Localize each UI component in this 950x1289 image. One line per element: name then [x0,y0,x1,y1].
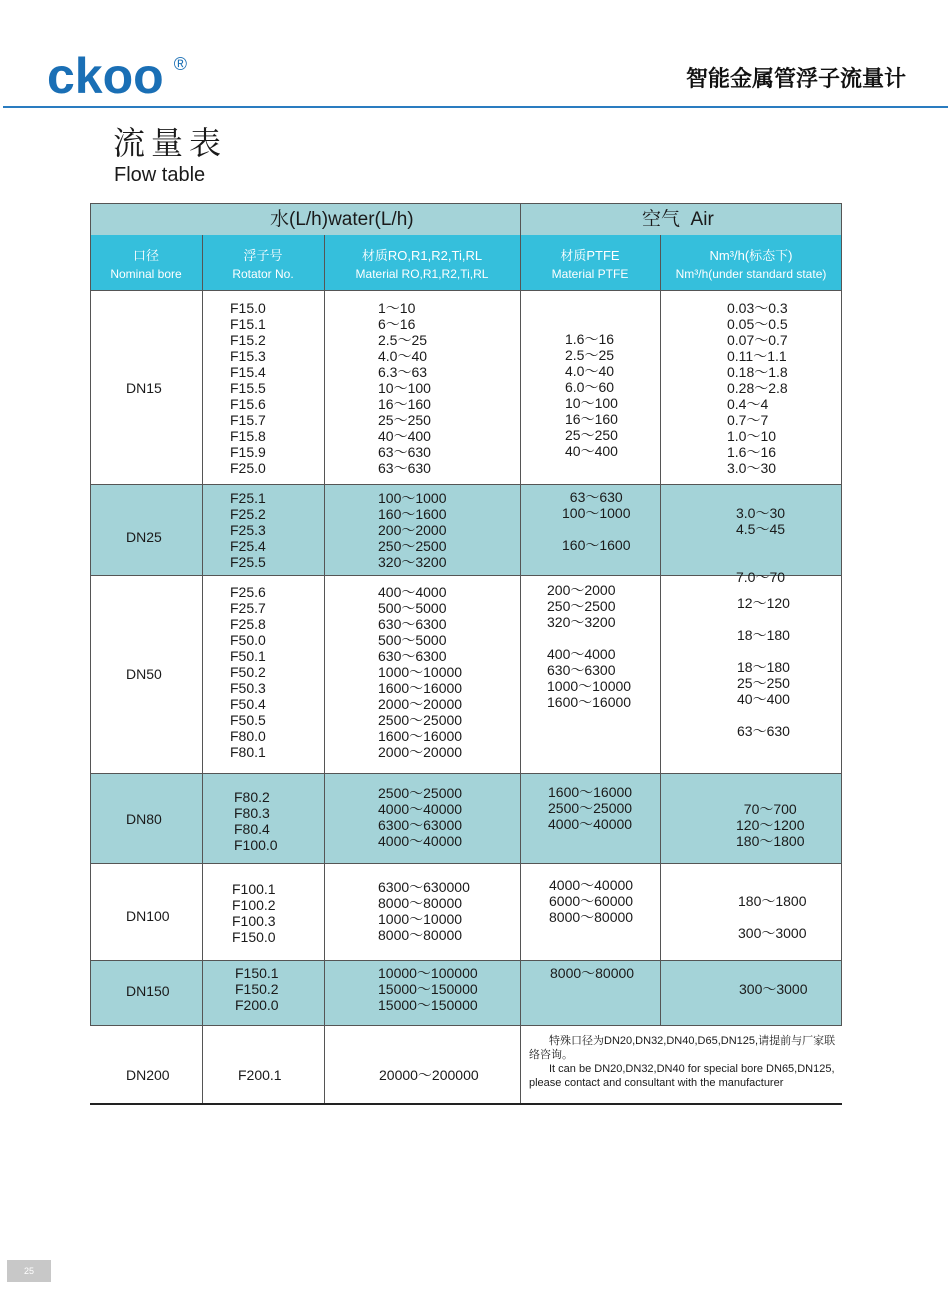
group-air: 空气 Air [642,209,714,230]
col-divider [520,203,521,1103]
col-en: Material PTFE [551,267,629,281]
col-cn: 材质RO,R1,R2,Ti,RL [361,248,483,263]
col-en: Nominal bore [110,267,182,281]
col-header-ptfe [520,247,660,283]
ptfe-range-list: 200～2000 250～2500 320～3200 400～4000 630～6300 1000～10000 1600～16000 [547,582,632,710]
note-cn: 特殊口径为DN20,DN32,DN40,D65,DN125,请提前与厂家联络咨询。 [529,1035,836,1061]
water-range-list: 1～10 6～16 2.5～25 4.0～40 6.3～63 10～100 16～160 25～250 40～400 63～630 63～630 [378,300,431,476]
rotor-list: F100.1 F100.2 F100.3 F150.0 [232,881,276,945]
rotor-list: F25.1 F25.2 F25.3 F25.4 F25.5 [230,490,266,570]
ptfe-range-list: 63～630 100～1000 160～1600 [562,489,631,553]
col-en: Material RO,R1,R2,Ti,RL [355,267,489,281]
col-cn: 浮子号 [243,248,283,263]
air-range-list: 180～1800 300～3000 [738,893,807,941]
water-range-list: 2500～25000 4000～40000 6300～63000 4000～40000 [378,785,463,849]
air-range-list: 3.0～30 4.5～45 7.0～70 [736,505,786,585]
rotor-list: F150.1 F150.2 F200.0 [235,965,279,1013]
col-divider [841,203,842,1025]
col-en: Rotator No. [232,267,294,281]
rotor-list: F200.1 [238,1067,282,1083]
ptfe-range-list: 1.6～16 2.5～25 4.0～40 6.0～60 10～100 16～160 25～250 40～400 [565,331,618,459]
table-bottom-rule [90,1103,842,1105]
col-divider [660,235,661,1025]
col-cn: 口径 [132,248,159,263]
col-cn: Nm³/h(标态下) [709,248,793,263]
bore-dn200: DN200 [126,1067,170,1083]
water-range-list: 400～4000 500～5000 630～6300 500～5000 630～6300 1000～10000 1600～16000 2000～20000 2500～25000 1600～16000 2000～20000 [378,584,463,760]
col-divider [324,235,325,1103]
col-header-air [660,247,842,283]
rotor-list: F25.6 F25.7 F25.8 F50.0 F50.1 F50.2 F50.3 F50.4 F50.5 F80.0 F80.1 [230,584,266,760]
water-range-list: 10000～100000 15000～150000 15000～150000 [378,965,478,1013]
ptfe-range-list: 1600～16000 2500～25000 4000～40000 [548,784,633,832]
group-water: 水(L/h)water(L/h) [270,209,414,230]
registered-mark: ® [173,54,187,74]
air-range-list: 70～700 120～1200 180～1800 [736,801,805,849]
col-header-rotor [202,247,324,283]
col-header-water-material [324,247,520,283]
water-range-list: 100～1000 160～1600 200～2000 250～2500 320～3200 [378,490,447,570]
section-title-en: Flow table [114,164,206,186]
col-en: Nm³/h(under standard state) [675,267,827,281]
ckoo-logo: ckoo [47,48,164,104]
group-header-band [90,203,842,236]
bore-dn100: DN100 [126,908,170,924]
header-divider [3,106,948,108]
air-range-list: 300～3000 [739,981,808,997]
note-en: It can be DN20,DN32,DN40 for special bore DN65,DN125, please contact and consultant with the manufacturer [529,1063,835,1089]
rotor-list: F80.2 F80.3 F80.4 F100.0 [234,789,278,853]
col-cn: 材质PTFE [560,248,620,263]
product-title: 智能金属管浮子流量计 [685,66,906,91]
col-divider [90,203,91,1025]
rotor-list: F15.0 F15.1 F15.2 F15.3 F15.4 F15.5 F15.6 F15.7 F15.8 F15.9 F25.0 [230,300,266,476]
bore-dn25: DN25 [126,529,162,545]
col-divider [202,235,203,1103]
bore-dn15: DN15 [126,380,162,396]
page-number: 25 [7,1260,51,1282]
col-header-bore [90,247,202,283]
ptfe-range-list: 8000～80000 [550,965,635,981]
brand [47,48,187,104]
bore-dn80: DN80 [126,811,162,827]
section-title-cn: 流量表 [113,124,228,162]
water-range-list: 6300～630000 8000～80000 1000～10000 8000～80000 [378,879,470,943]
bore-dn50: DN50 [126,666,162,682]
bore-dn150: DN150 [126,983,170,999]
special-bore-note [529,1034,841,1090]
ptfe-range-list: 4000～40000 6000～60000 8000～80000 [549,877,634,925]
air-range-list: 0.03～0.3 0.05～0.5 0.07～0.7 0.11～1.1 0.18～1.8 0.28～2.8 0.4～4 0.7～7 1.0～10 1.6～16 3.0～30 [727,300,788,476]
water-range-list: 20000～200000 [379,1067,479,1083]
air-range-list: 12～120 18～180 18～180 25～250 40～400 63～630 [737,595,790,739]
